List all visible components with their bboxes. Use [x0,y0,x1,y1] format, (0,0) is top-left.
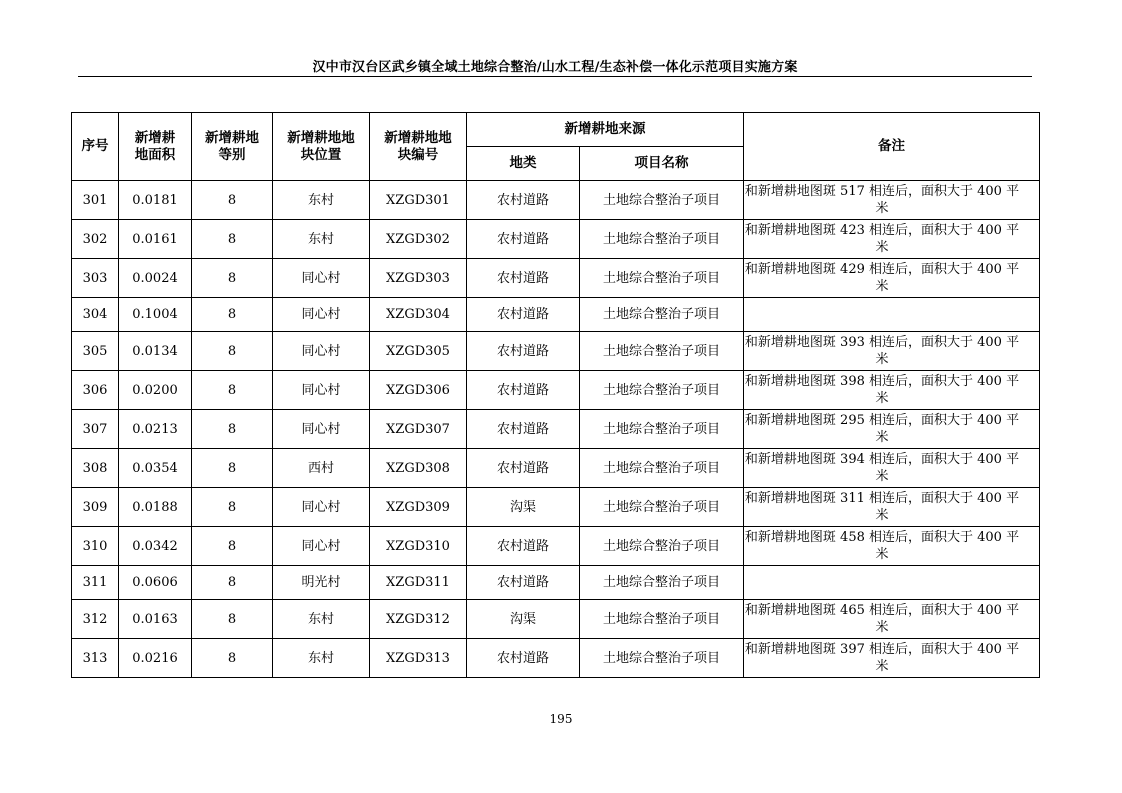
cell-grade: 8 [192,488,273,527]
cell-project-name: 土地综合整治子项目 [580,371,744,410]
cell-land-type: 农村道路 [467,639,580,678]
cell-grade: 8 [192,298,273,332]
table-row [72,371,1040,410]
cell-index: 304 [72,298,119,332]
cell-remark [744,298,1040,332]
cell-remark [744,181,1040,220]
cell-location: 同心村 [273,298,370,332]
cell-remark-text: 和新增耕地图斑 517 相连后，面积大于 400 平米 [744,184,1020,216]
cell-area: 0.0163 [119,600,192,639]
cell-project-name: 土地综合整治子项目 [580,449,744,488]
cell-index: 301 [72,181,119,220]
cell-land-type: 农村道路 [467,449,580,488]
cell-index: 311 [72,566,119,600]
cell-project-name: 土地综合整治子项目 [580,527,744,566]
cell-location: 东村 [273,181,370,220]
cell-grade: 8 [192,639,273,678]
cell-code: XZGD307 [370,410,467,449]
cell-code: XZGD302 [370,220,467,259]
cell-project-name: 土地综合整治子项目 [580,332,744,371]
cell-grade: 8 [192,181,273,220]
cell-area: 0.0181 [119,181,192,220]
cell-project-name: 土地综合整治子项目 [580,298,744,332]
table-row [72,488,1040,527]
cell-land-type: 农村道路 [467,527,580,566]
cell-code: XZGD305 [370,332,467,371]
cell-code: XZGD310 [370,527,467,566]
cell-land-type: 农村道路 [467,220,580,259]
cell-index: 306 [72,371,119,410]
cell-project-name: 土地综合整治子项目 [580,600,744,639]
cell-remark-text: 和新增耕地图斑 458 相连后，面积大于 400 平米 [744,530,1020,562]
col-header-location-text: 新增耕地地 块位置 [287,129,355,163]
cell-location: 同心村 [273,371,370,410]
cell-remark-text: 和新增耕地图斑 394 相连后，面积大于 400 平米 [744,452,1020,484]
col-header-code [370,113,467,181]
cell-remark-text: 和新增耕地图斑 295 相连后，面积大于 400 平米 [744,413,1020,445]
col-header-source-group: 新增耕地来源 [467,113,744,147]
cell-grade: 8 [192,566,273,600]
col-header-land-type: 地类 [467,147,580,181]
cell-remark-text: 和新增耕地图斑 311 相连后，面积大于 400 平米 [744,491,1020,523]
cell-land-type: 农村道路 [467,298,580,332]
cell-remark [744,259,1040,298]
table-row [72,449,1040,488]
cell-index: 303 [72,259,119,298]
cell-project-name: 土地综合整治子项目 [580,566,744,600]
col-header-area-text: 新增耕 地面积 [134,129,176,163]
cell-location: 东村 [273,639,370,678]
cell-area: 0.0134 [119,332,192,371]
cell-remark-text: 和新增耕地图斑 429 相连后，面积大于 400 平米 [744,262,1020,294]
cell-area: 0.0161 [119,220,192,259]
cell-grade: 8 [192,259,273,298]
cell-grade: 8 [192,371,273,410]
col-header-index: 序号 [72,113,119,181]
cell-grade: 8 [192,449,273,488]
cell-code: XZGD303 [370,259,467,298]
cell-location: 同心村 [273,332,370,371]
cell-project-name: 土地综合整治子项目 [580,488,744,527]
cell-remark [744,371,1040,410]
cell-code: XZGD308 [370,449,467,488]
cell-remark [744,332,1040,371]
cell-land-type: 农村道路 [467,410,580,449]
cell-land-type: 农村道路 [467,371,580,410]
cell-remark [744,639,1040,678]
cell-remark [744,566,1040,600]
cell-project-name: 土地综合整治子项目 [580,181,744,220]
cell-project-name: 土地综合整治子项目 [580,220,744,259]
cell-project-name: 土地综合整治子项目 [580,639,744,678]
table-row [72,298,1040,332]
cell-project-name: 土地综合整治子项目 [580,410,744,449]
cell-code: XZGD312 [370,600,467,639]
cell-grade: 8 [192,220,273,259]
table-row [72,600,1040,639]
document-header-title: 汉中市汉台区武乡镇全域土地综合整治/山水工程/生态补偿一体化示范项目实施方案 [312,60,798,75]
cell-index: 308 [72,449,119,488]
table-body [72,181,1040,678]
cell-index: 313 [72,639,119,678]
cell-location: 东村 [273,220,370,259]
cell-grade: 8 [192,410,273,449]
cell-code: XZGD301 [370,181,467,220]
cell-grade: 8 [192,332,273,371]
cell-area: 0.0354 [119,449,192,488]
cell-index: 302 [72,220,119,259]
cell-location: 东村 [273,600,370,639]
header-divider [78,76,1032,77]
cell-code: XZGD313 [370,639,467,678]
table-row [72,566,1040,600]
col-header-location [273,113,370,181]
cell-location: 同心村 [273,488,370,527]
cell-remark-text: 和新增耕地图斑 393 相连后，面积大于 400 平米 [744,335,1020,367]
cell-location: 同心村 [273,410,370,449]
table-row [72,181,1040,220]
cell-code: XZGD311 [370,566,467,600]
table-row [72,259,1040,298]
cell-code: XZGD306 [370,371,467,410]
page-number: 195 [549,712,573,726]
table-row [72,410,1040,449]
col-header-remark: 备注 [744,113,1040,181]
cell-land-type: 农村道路 [467,259,580,298]
cultivated-land-table [71,112,1040,678]
cell-location: 同心村 [273,259,370,298]
cell-area: 0.0200 [119,371,192,410]
cell-area: 0.0213 [119,410,192,449]
cell-remark [744,220,1040,259]
cell-remark [744,449,1040,488]
table-row [72,639,1040,678]
cell-remark-text: 和新增耕地图斑 397 相连后，面积大于 400 平米 [744,642,1020,674]
col-header-grade-text: 新增耕地 等别 [205,129,259,163]
cell-index: 307 [72,410,119,449]
col-header-project-name: 项目名称 [580,147,744,181]
cell-code: XZGD304 [370,298,467,332]
cell-grade: 8 [192,600,273,639]
table-row [72,332,1040,371]
col-header-code-text: 新增耕地地 块编号 [384,129,452,163]
cell-land-type: 农村道路 [467,566,580,600]
cell-area: 0.0216 [119,639,192,678]
cell-area: 0.0342 [119,527,192,566]
cell-location: 西村 [273,449,370,488]
cell-area: 0.1004 [119,298,192,332]
cell-area: 0.0024 [119,259,192,298]
cell-remark-text: 和新增耕地图斑 465 相连后，面积大于 400 平米 [744,603,1020,635]
table-header-row [72,113,1040,147]
cell-remark [744,488,1040,527]
cell-remark-text: 和新增耕地图斑 423 相连后，面积大于 400 平米 [744,223,1020,255]
cell-index: 310 [72,527,119,566]
cell-land-type: 沟渠 [467,600,580,639]
cell-land-type: 农村道路 [467,181,580,220]
cell-land-type: 农村道路 [467,332,580,371]
cell-area: 0.0188 [119,488,192,527]
table-row [72,527,1040,566]
cell-index: 309 [72,488,119,527]
col-header-grade [192,113,273,181]
cell-area: 0.0606 [119,566,192,600]
cell-location: 同心村 [273,527,370,566]
cell-location: 明光村 [273,566,370,600]
cell-index: 305 [72,332,119,371]
cell-remark [744,600,1040,639]
cell-remark-text: 和新增耕地图斑 398 相连后，面积大于 400 平米 [744,374,1020,406]
cell-remark [744,527,1040,566]
cell-project-name: 土地综合整治子项目 [580,259,744,298]
cell-land-type: 沟渠 [467,488,580,527]
cell-grade: 8 [192,527,273,566]
cell-index: 312 [72,600,119,639]
cell-remark [744,410,1040,449]
table-row [72,220,1040,259]
col-header-area [119,113,192,181]
cell-code: XZGD309 [370,488,467,527]
